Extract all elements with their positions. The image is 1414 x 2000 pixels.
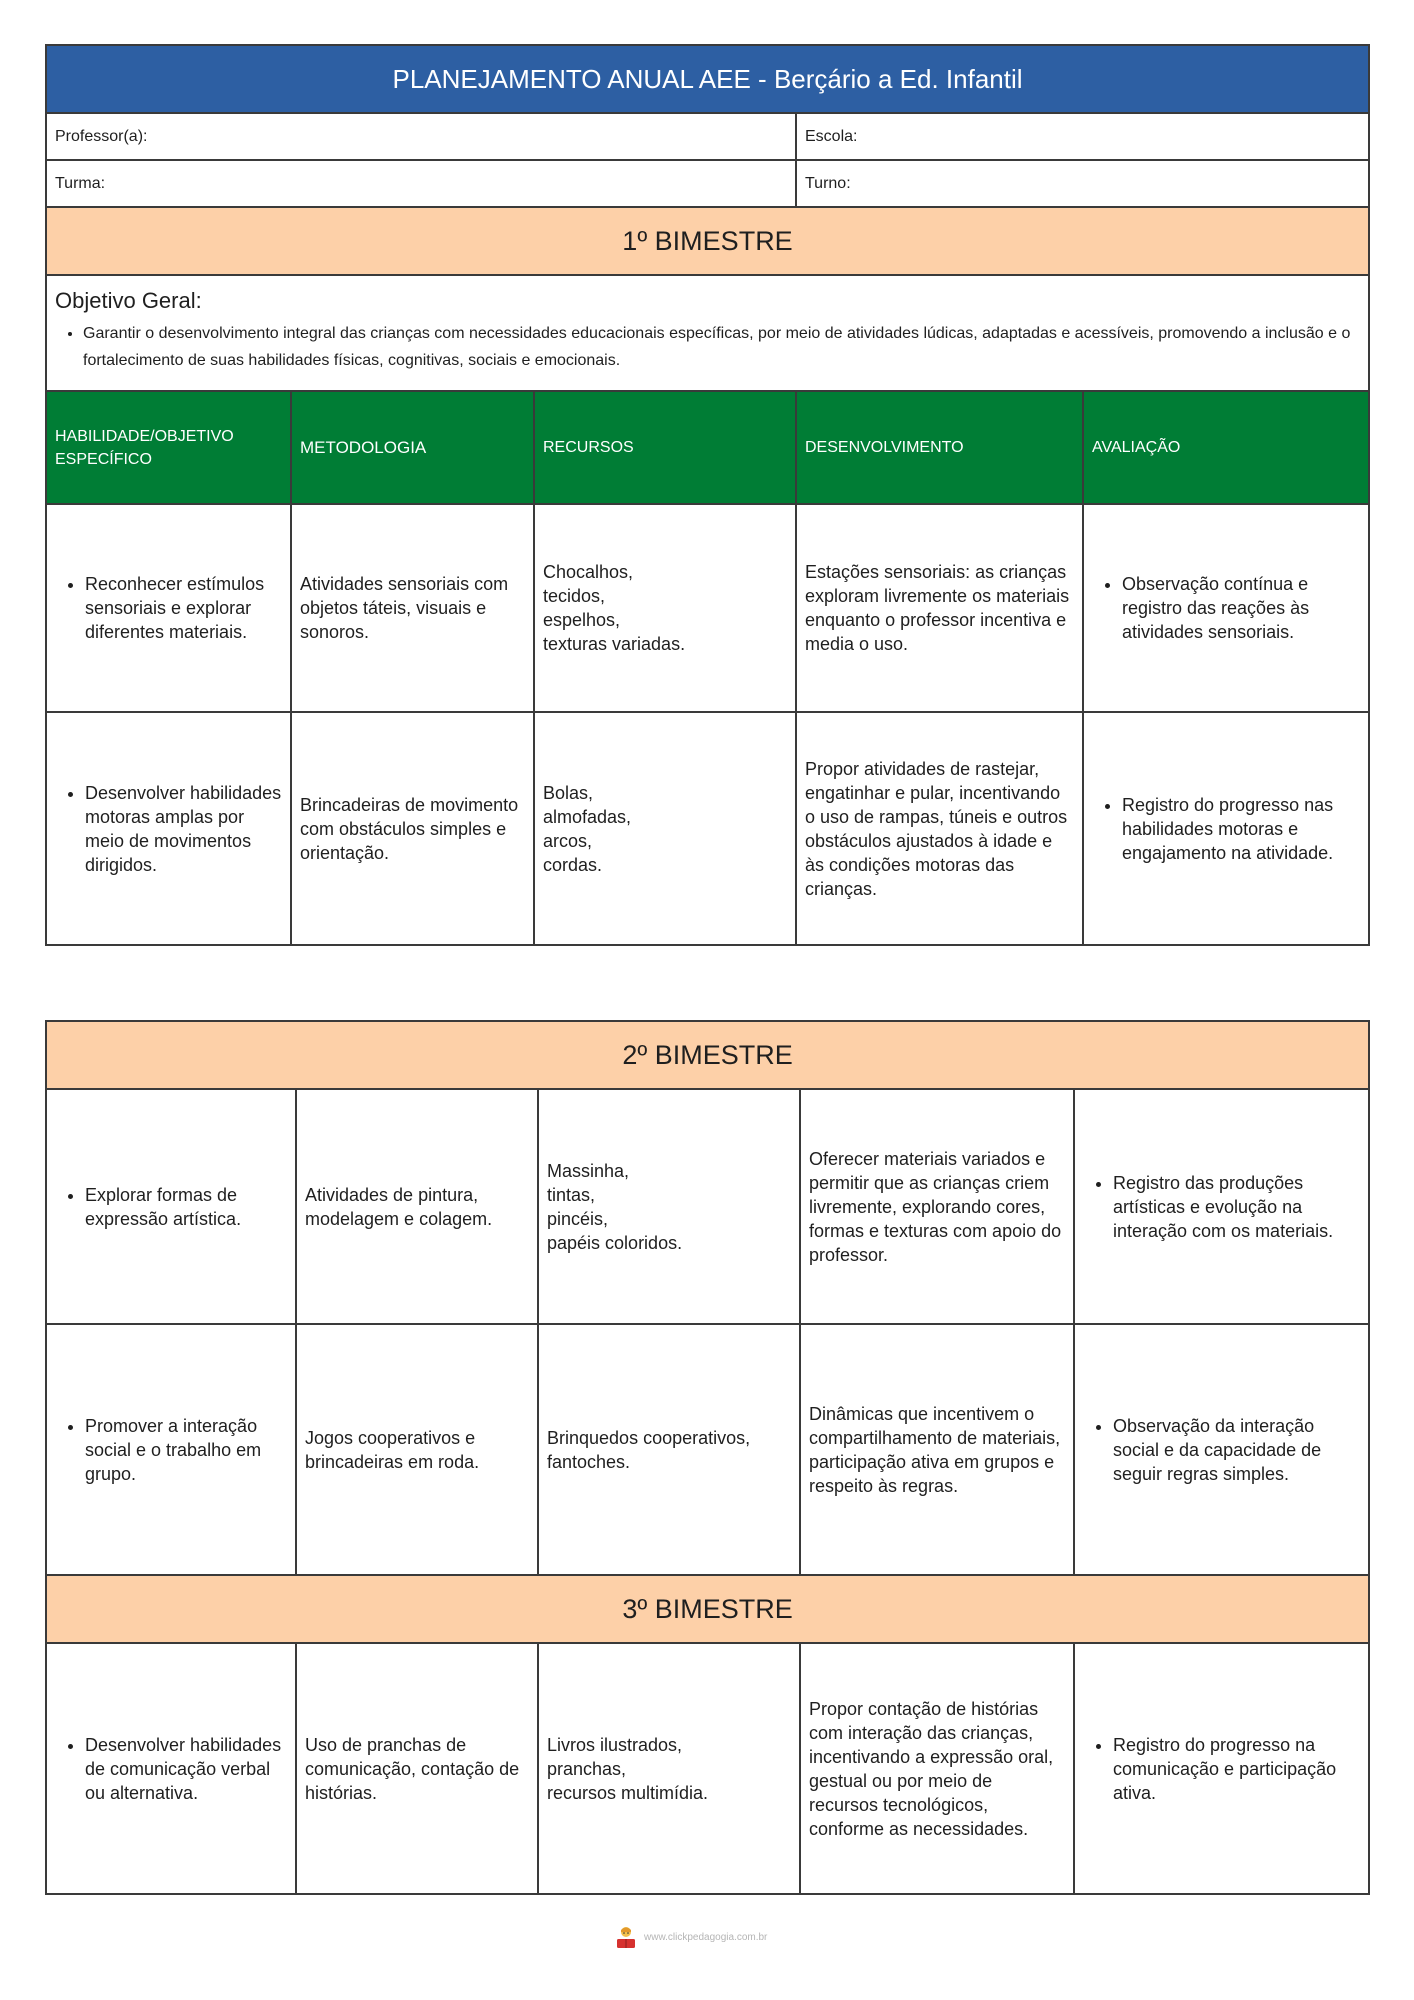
objetivo-geral-list <box>55 320 1360 374</box>
recursos-cell <box>534 504 796 712</box>
avaliacao-text: • Registro do progresso na comunicação e participação ativa. <box>1113 1733 1360 1805</box>
recurso-item: pranchas, <box>547 1758 627 1779</box>
header-recursos: RECURSOS <box>534 391 796 504</box>
recurso-item: Livros ilustrados, <box>547 1734 683 1755</box>
avaliacao-cell <box>1083 712 1369 945</box>
avaliacao-text: • Observação contínua e registro das reações às atividades sensoriais. <box>1122 572 1360 644</box>
footer-url[interactable]: www.clickpedagogia.com.br <box>644 1932 768 1943</box>
header-metodologia: METODOLOGIA <box>291 391 534 504</box>
metodologia-text: Brincadeiras de movimento com obstáculos simples e orientação. <box>300 794 519 863</box>
metodologia-cell <box>296 1089 538 1324</box>
planning-table-1 <box>45 44 1370 946</box>
habilidade-cell <box>46 1324 296 1575</box>
habilidade-cell <box>46 1089 296 1324</box>
table-row <box>46 504 1369 712</box>
desenvolvimento-cell <box>800 1089 1074 1324</box>
recurso-item: tecidos, <box>543 586 606 606</box>
habilidade-cell <box>46 1643 296 1894</box>
header-avaliacao: AVALIAÇÃO <box>1083 391 1369 504</box>
metodologia-text: Uso de pranchas de comunicação, contação de histórias. <box>305 1734 520 1803</box>
recurso-item: cordas. <box>543 854 603 875</box>
recurso-item: arcos, <box>543 830 593 851</box>
bimestre-1-heading: 1º BIMESTRE <box>46 207 1369 275</box>
recurso-item: recursos multimídia. <box>547 1782 709 1803</box>
metodologia-text: Atividades sensoriais com objetos táteis, visuais e sonoros. <box>300 574 509 642</box>
objetivo-geral-title: Objetivo Geral: <box>55 288 202 313</box>
habilidade-text: • Desenvolver habilidades motoras amplas por meio de movimentos dirigidos. <box>85 781 282 877</box>
recurso-item: papéis coloridos. <box>547 1232 683 1253</box>
header-desenvolvimento: DESENVOLVIMENTO <box>796 391 1083 504</box>
recurso-item: Bolas, <box>543 782 594 803</box>
recurso-item: almofadas, <box>543 806 632 827</box>
recurso-item: tintas, <box>547 1184 596 1205</box>
avaliacao-cell <box>1083 504 1369 712</box>
column-header-row <box>46 391 1369 504</box>
objetivo-geral-section <box>46 275 1369 391</box>
table-row <box>46 1324 1369 1575</box>
bimestre-3-heading: 3º BIMESTRE <box>46 1575 1369 1643</box>
avaliacao-text: • Observação da interação social e da capacidade de seguir regras simples. <box>1113 1414 1360 1486</box>
desenvolvimento-text: Propor contação de histórias com interação das crianças, incentivando a expressão oral, gestual ou por meio de recursos tecnológicos, conforme as necessidades. <box>809 1698 1054 1839</box>
recursos-cell <box>538 1089 800 1324</box>
habilidade-cell <box>46 712 291 945</box>
desenvolvimento-cell <box>796 504 1083 712</box>
metodologia-text: Jogos cooperativos e brincadeiras em roda. <box>305 1427 480 1472</box>
recurso-item: pincéis, <box>547 1208 609 1229</box>
habilidade-text: • Desenvolver habilidades de comunicação verbal ou alternativa. <box>85 1733 287 1805</box>
desenvolvimento-text: Dinâmicas que incentivem o compartilhamento de materiais, participação ativa em grupos e respeito às regras. <box>809 1403 1061 1496</box>
metodologia-cell <box>291 504 534 712</box>
table-row <box>46 1643 1369 1894</box>
objetivo-geral-text: • Garantir o desenvolvimento integral das crianças com necessidades educacionais específicas, por meio de atividades lúdicas, adaptadas e acessíveis, promovendo a inclusão e o fortalecimento de suas habilidades físicas, cognitivas, sociais e emocionais. <box>83 320 1360 374</box>
professor-field: Professor(a): <box>46 113 796 160</box>
desenvolvimento-cell <box>796 712 1083 945</box>
recursos-cell <box>534 712 796 945</box>
desenvolvimento-text: Estações sensoriais: as crianças exploram livremente os materiais enquanto o professor incentiva e media o uso. <box>805 562 1070 654</box>
habilidade-text: • Explorar formas de expressão artística. <box>85 1183 287 1231</box>
recurso-item: fantoches. <box>547 1451 631 1472</box>
metodologia-cell <box>291 712 534 945</box>
turno-field: Turno: <box>796 160 1369 207</box>
recurso-item: Massinha, <box>547 1160 630 1181</box>
habilidade-text: • Promover a interação social e o trabalho em grupo. <box>85 1414 287 1486</box>
habilidade-cell <box>46 504 291 712</box>
habilidade-text: • Reconhecer estímulos sensoriais e explorar diferentes materiais. <box>85 572 282 644</box>
bimestre-2-heading: 2º BIMESTRE <box>46 1021 1369 1089</box>
avaliacao-text: • Registro do progresso nas habilidades motoras e engajamento na atividade. <box>1122 793 1360 865</box>
recursos-cell <box>538 1643 800 1894</box>
table-row <box>46 712 1369 945</box>
avaliacao-cell <box>1074 1643 1369 1894</box>
recurso-item: Brinquedos cooperativos, <box>547 1427 751 1448</box>
turma-field: Turma: <box>46 160 796 207</box>
desenvolvimento-cell <box>800 1643 1074 1894</box>
recurso-item: Chocalhos, <box>543 562 634 582</box>
desenvolvimento-text: Propor atividades de rastejar, engatinhar e pular, incentivando o uso de rampas, túneis e outros obstáculos ajustados à idade e às condições motoras das crianças. <box>805 758 1068 899</box>
planning-table-2 <box>45 1020 1370 1895</box>
desenvolvimento-cell <box>800 1324 1074 1575</box>
desenvolvimento-text: Oferecer materiais variados e permitir que as crianças criem livremente, explorando cores, formas e texturas com apoio do professor. <box>809 1148 1062 1265</box>
table-row <box>46 1089 1369 1324</box>
avaliacao-cell <box>1074 1089 1369 1324</box>
recurso-item: espelhos, <box>543 610 621 630</box>
metodologia-cell <box>296 1643 538 1894</box>
metodologia-cell <box>296 1324 538 1575</box>
recursos-cell <box>538 1324 800 1575</box>
page-title: PLANEJAMENTO ANUAL AEE - Berçário a Ed. Infantil <box>46 45 1369 113</box>
avaliacao-text: • Registro das produções artísticas e evolução na interação com os materiais. <box>1113 1171 1360 1243</box>
recurso-item: texturas variadas. <box>543 634 686 654</box>
avaliacao-cell <box>1074 1324 1369 1575</box>
metodologia-text: Atividades de pintura, modelagem e colagem. <box>305 1184 493 1229</box>
escola-field: Escola: <box>796 113 1369 160</box>
reading-child-icon <box>614 1925 638 1951</box>
header-habilidade: HABILIDADE/OBJETIVO ESPECÍFICO <box>46 391 291 504</box>
